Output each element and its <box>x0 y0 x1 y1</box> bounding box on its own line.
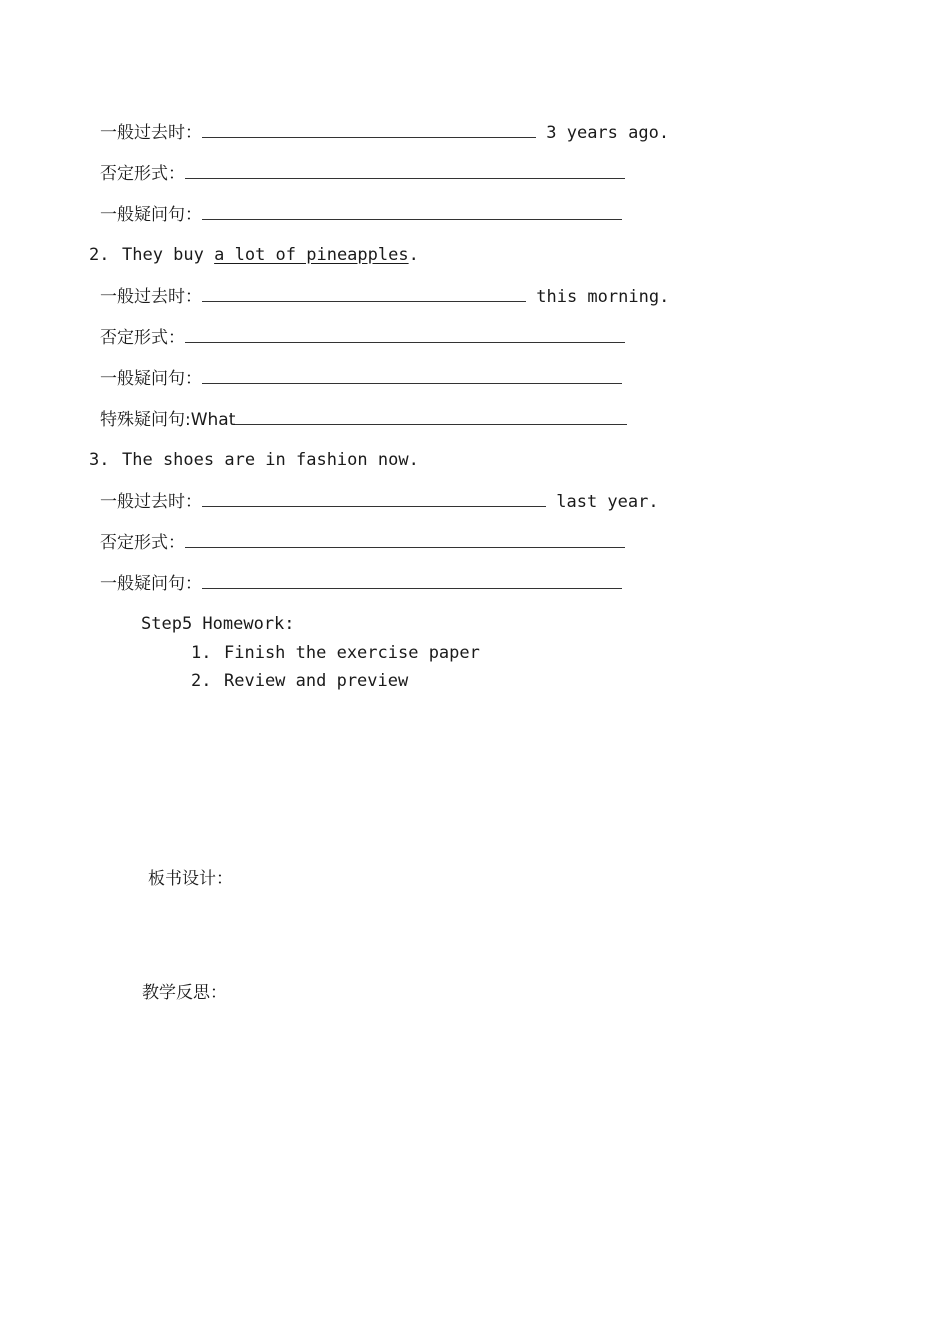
question-label: 一般疑问句： <box>100 574 202 594</box>
wh-question-row-2 <box>100 408 627 431</box>
answer-blank[interactable] <box>185 531 625 548</box>
sentence-text: They buy <box>122 245 215 265</box>
homework-item-text: Review and preview <box>224 671 409 691</box>
question-row-3 <box>100 572 622 595</box>
homework-item <box>191 642 480 664</box>
homework-item <box>191 670 408 692</box>
item-number: 2. <box>89 245 110 265</box>
answer-blank[interactable] <box>185 326 625 343</box>
time-phrase: this morning. <box>536 287 670 307</box>
negative-row-3 <box>100 531 625 554</box>
negative-row-1 <box>100 162 625 185</box>
negative-row-2 <box>100 326 625 349</box>
answer-blank[interactable] <box>202 203 622 220</box>
question-label: 一般疑问句： <box>100 205 202 225</box>
question-label: 一般疑问句： <box>100 369 202 389</box>
negative-label: 否定形式： <box>100 328 185 348</box>
homework-item-number: 1. <box>191 643 212 663</box>
item-2-sentence <box>89 244 419 266</box>
time-phrase: last year. <box>556 492 659 512</box>
item-3-sentence <box>89 449 419 471</box>
homework-title: Step5 Homework: <box>141 614 295 634</box>
past-tense-label: 一般过去时： <box>100 123 202 143</box>
past-tense-row-3 <box>100 490 659 513</box>
past-tense-label: 一般过去时： <box>100 492 202 512</box>
teaching-reflection-heading: 教学反思： <box>142 983 227 1003</box>
answer-blank[interactable] <box>202 367 622 384</box>
answer-blank[interactable] <box>185 162 625 179</box>
past-tense-row-2 <box>100 285 669 308</box>
past-tense-row-1 <box>100 121 669 144</box>
board-design-heading: 板书设计： <box>148 869 233 889</box>
answer-blank[interactable] <box>202 572 622 589</box>
sentence-end: . <box>408 245 419 265</box>
negative-label: 否定形式： <box>100 533 185 553</box>
time-phrase: 3 years ago. <box>546 123 670 143</box>
negative-label: 否定形式： <box>100 164 185 184</box>
answer-blank[interactable] <box>202 490 546 507</box>
underlined-phrase: a lot of pineapples <box>214 245 409 265</box>
homework-item-number: 2. <box>191 671 212 691</box>
sentence-text: The shoes are in fashion now. <box>122 450 419 470</box>
answer-blank[interactable] <box>202 285 526 302</box>
item-number: 3. <box>89 450 110 470</box>
answer-blank[interactable] <box>235 408 627 425</box>
homework-item-text: Finish the exercise paper <box>224 643 480 663</box>
wh-question-label: 特殊疑问句:What <box>100 410 236 430</box>
answer-blank[interactable] <box>202 121 536 138</box>
question-row-2 <box>100 367 622 390</box>
past-tense-label: 一般过去时： <box>100 287 202 307</box>
question-row-1 <box>100 203 622 226</box>
